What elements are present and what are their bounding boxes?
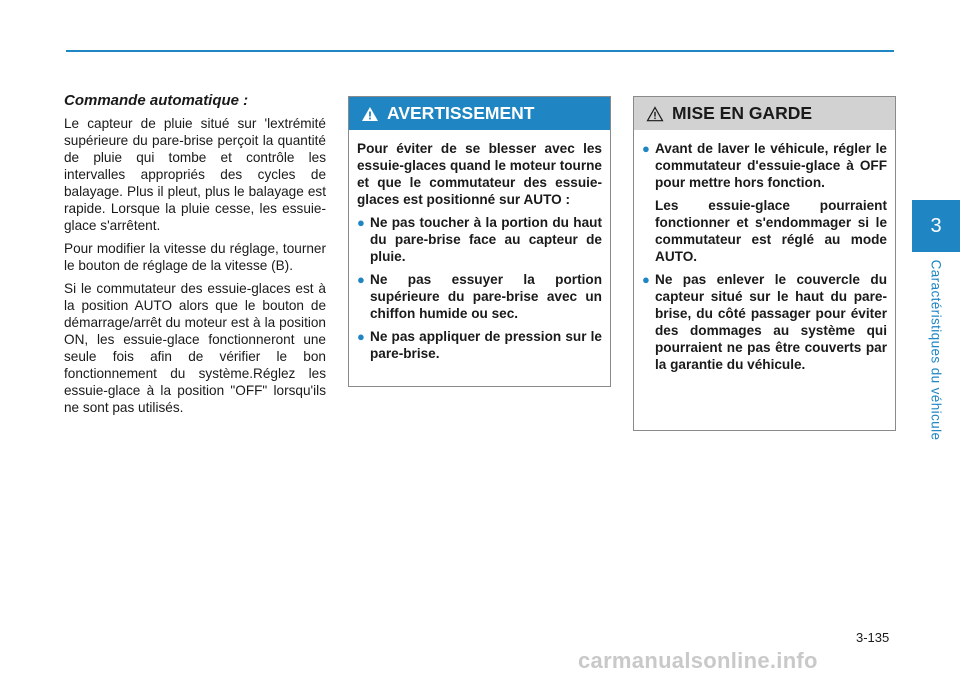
- bullet-icon: ●: [357, 272, 365, 287]
- list-item: [357, 328, 602, 362]
- list-item-text: Ne pas toucher à la portion du haut du pare-brise face au capteur de pluie.: [370, 215, 602, 264]
- bullet-icon: ●: [357, 329, 365, 344]
- caution-list: [642, 140, 887, 191]
- caution-title: MISE EN GARDE: [672, 103, 813, 123]
- list-item: [642, 140, 887, 191]
- warning-triangle-icon: [361, 106, 379, 122]
- section-heading: Commande automatique :: [64, 92, 249, 109]
- caution-body: [634, 130, 895, 373]
- paragraph: Le capteur de pluie situé sur 'lextrémité supérieure du pare-brise perçoit la quantité de pluie qui tombe et contrôle les intervalles appropriés des cycles de balayage. Plus il pleut, plus le balayage est rapide. Lorsque la pluie cesse, les essuie-glace s'arrêtent.: [64, 116, 326, 233]
- watermark: carmanualsonline.info: [578, 648, 818, 673]
- caution-followup: Les essuie-glace pourraient fonctionner et s'endommager si le commutateur est réglé au mode AUTO.: [655, 198, 887, 264]
- list-item-text: Ne pas essuyer la portion supérieure du pare-brise avec un chiffon humide ou sec.: [370, 272, 602, 321]
- warning-list: [357, 214, 602, 362]
- caution-list: [642, 271, 887, 373]
- warning-header: [349, 97, 610, 130]
- paragraph: Pour modifier la vitesse du réglage, tourner le bouton de réglage de la vitesse (B).: [64, 241, 326, 273]
- warning-box: [348, 96, 611, 387]
- list-item-text: Avant de laver le véhicule, régler le commutateur d'essuie-glace à OFF pour mettre hors fonction.: [655, 141, 887, 190]
- chapter-number-tab: [912, 200, 960, 252]
- chapter-number: 3: [930, 214, 942, 237]
- list-item-text: Ne pas appliquer de pression sur le pare-brise.: [370, 329, 602, 361]
- list-item: [357, 271, 602, 322]
- bullet-icon: ●: [642, 141, 650, 156]
- warning-body: [349, 130, 610, 362]
- left-column: [64, 92, 326, 422]
- list-item-text: Ne pas enlever le couvercle du capteur situé sur le haut du pare-brise, du côté passager pour éviter des dommages au système qui pourraient ne pas être couverts par la garantie du véhicule.: [655, 272, 887, 372]
- chapter-title: Caractéristiques du véhicule: [928, 259, 944, 441]
- paragraph: Si le commutateur des essuie-glaces est à la position AUTO alors que le bouton de démarrage/arrêt du moteur est à la position ON, les essuie-glace fonctionneront une seule fois afin de vérifier le bon fonctionnement du système.Réglez les essuie-glace à la position "OFF" lorsqu'ils ne sont pas utilisés.: [64, 281, 326, 415]
- bullet-icon: ●: [357, 215, 365, 230]
- caution-header: [634, 97, 895, 130]
- bullet-icon: ●: [642, 272, 650, 287]
- list-item: [357, 214, 602, 265]
- warning-intro: Pour éviter de se blesser avec les essuie-glaces quand le moteur tourne et que le commutateur des essuie-glaces est positionné sur AUTO :: [357, 141, 602, 207]
- list-item: [642, 271, 887, 373]
- warning-title: AVERTISSEMENT: [387, 103, 535, 123]
- caution-box: [633, 96, 896, 431]
- caution-triangle-icon: [646, 106, 664, 122]
- top-rule: [66, 50, 894, 52]
- page-number: 3-135: [856, 630, 890, 645]
